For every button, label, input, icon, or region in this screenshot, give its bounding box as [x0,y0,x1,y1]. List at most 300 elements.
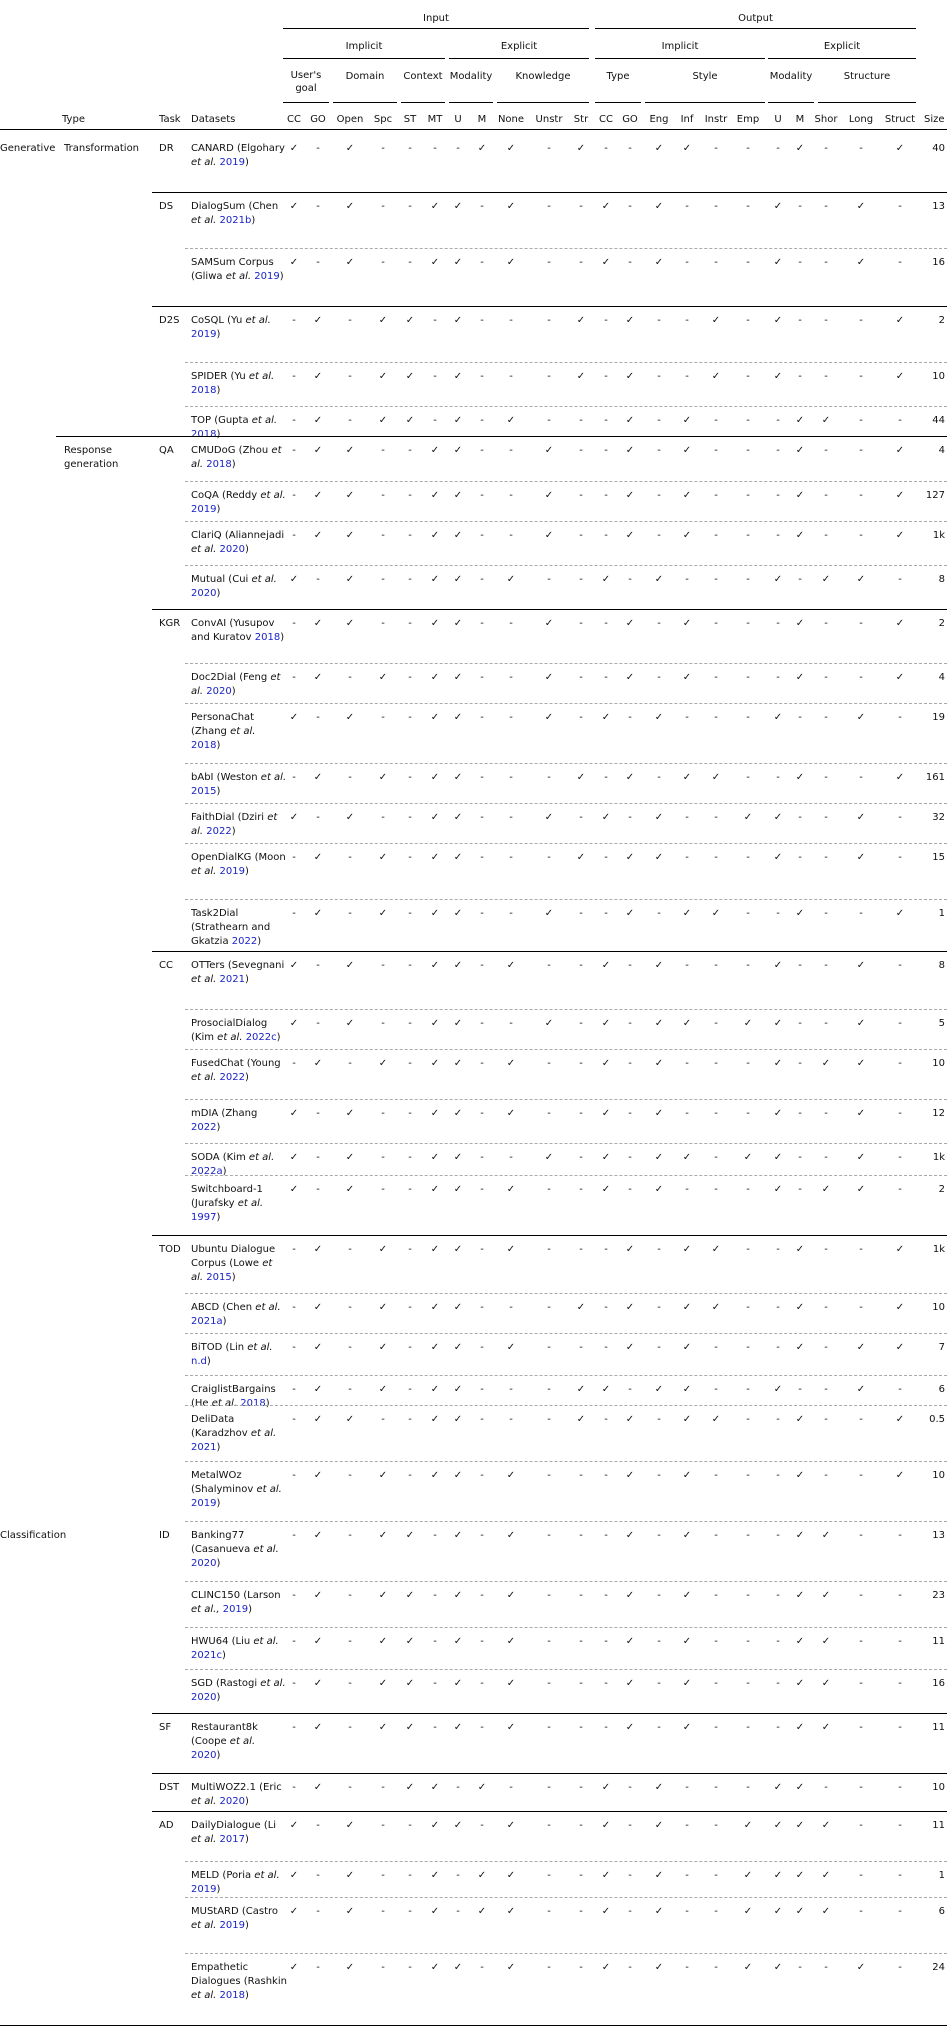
check-mark: ✓ [773,812,783,823]
dash-mark: - [547,1530,551,1541]
task-label: TOD [159,1244,181,1255]
dash-mark: - [657,618,661,629]
check-mark: ✓ [345,960,355,971]
check-mark: ✓ [795,1244,805,1255]
dataset-year[interactable]: 2020 [191,588,217,599]
dash-mark: - [746,1530,750,1541]
check-mark: ✓ [576,371,586,382]
check-mark: ✓ [711,908,721,919]
dataset-pre: ConvAI ( [191,618,234,629]
dataset-pre: CMUDoG ( [191,445,243,456]
dash-mark: - [547,1108,551,1119]
check-mark: ✓ [453,574,463,585]
check-mark: ✓ [345,1870,355,1881]
check-mark: ✓ [625,1590,635,1601]
dash-mark: - [746,852,750,863]
dash-mark: - [798,1152,802,1163]
dash-mark: - [604,1722,608,1733]
check-mark: ✓ [506,1184,516,1195]
check-mark: ✓ [430,852,440,863]
dash-mark: - [480,1820,484,1831]
dataset-year[interactable]: 2018 [240,1398,266,1409]
check-mark: ✓ [625,908,635,919]
dash-mark: - [480,1342,484,1353]
row-rule [185,1669,947,1670]
dash-mark: - [657,1470,661,1481]
dash-mark: - [776,772,780,783]
dataset-author: Gupta [218,415,249,426]
dash-mark: - [408,201,412,212]
check-mark: ✓ [405,371,415,382]
row-rule [185,1293,947,1294]
dash-mark: - [381,1906,385,1917]
check-mark: ✓ [345,1152,355,1163]
dash-mark: - [824,1108,828,1119]
dash-mark: - [579,1530,583,1541]
dataset-year[interactable]: 2015 [191,786,217,797]
dataset-year[interactable]: 2019 [191,329,217,340]
check-mark: ✓ [654,1018,664,1029]
dash-mark: - [898,1636,902,1647]
row-rule [185,1175,947,1176]
check-mark: ✓ [743,1962,753,1973]
check-mark: ✓ [795,772,805,783]
dataset-year[interactable]: 2020 [191,1692,217,1703]
dash-mark: - [579,1722,583,1733]
dataset-post: ) [244,1920,249,1931]
dash-mark: - [898,1722,902,1733]
dash-mark: - [480,1470,484,1481]
dash-mark: - [776,1244,780,1255]
dash-mark: - [547,1636,551,1647]
dataset-year[interactable]: 2021b [219,215,252,226]
dash-mark: - [509,1782,513,1793]
size-value: 2 [938,1184,945,1195]
dash-mark: - [746,257,750,268]
dataset-etal: et al. [252,1302,281,1313]
size-value: 0.5 [929,1414,945,1425]
check-mark: ✓ [453,960,463,971]
check-mark: ✓ [856,852,866,863]
dataset-author: Zhang [225,1108,258,1119]
size-value: 5 [938,1018,945,1029]
dataset-year[interactable]: 2019 [191,1884,217,1895]
dataset-year[interactable]: 2020 [191,1558,217,1569]
check-mark: ✓ [506,1470,516,1481]
dataset-year[interactable]: 2018 [254,632,281,643]
dash-mark: - [480,201,484,212]
dash-mark: - [579,490,583,501]
dash-mark: - [776,1414,780,1425]
check-mark: ✓ [453,1678,463,1689]
dash-mark: - [657,415,661,426]
dataset-etal: et al. [257,772,287,783]
dataset-name [191,314,287,342]
dash-mark: - [746,1590,750,1601]
dash-mark: - [604,1302,608,1313]
dash-mark: - [348,1470,352,1481]
dataset-post: ) [265,1398,270,1409]
check-mark: ✓ [453,1244,463,1255]
check-mark: ✓ [430,257,440,268]
dataset-year[interactable]: 2019 [219,866,245,877]
dash-mark: - [509,445,513,456]
check-mark: ✓ [682,143,692,154]
dash-mark: - [859,1530,863,1541]
dash-mark: - [714,574,718,585]
dash-mark: - [657,1244,661,1255]
check-mark: ✓ [576,1414,586,1425]
check-mark: ✓ [654,1152,664,1163]
dash-mark: - [381,445,385,456]
dash-mark: - [579,1636,583,1647]
check-mark: ✓ [378,1636,388,1647]
dataset-year[interactable]: 2019 [219,157,245,168]
dataset-pre: DialogSum ( [191,201,253,212]
dash-mark: - [604,672,608,683]
dash-mark: - [292,672,296,683]
dataset-name [191,811,287,839]
dataset-etal: et al. [191,157,217,168]
rule-domain [333,102,397,103]
dash-mark: - [776,1590,780,1601]
size-value: 40 [932,143,945,154]
column-code: U [774,114,782,125]
dataset-year[interactable]: 2018 [219,1990,245,2001]
dash-mark: - [480,908,484,919]
dash-mark: - [628,1906,632,1917]
header-task: Task [159,114,181,125]
check-mark: ✓ [430,1018,440,1029]
dash-mark: - [292,1470,296,1481]
dataset-author: Zhou [242,445,269,456]
dataset-year[interactable]: 2019 [254,271,280,282]
check-mark: ✓ [625,1414,635,1425]
dash-mark: - [824,1414,828,1425]
dataset-year[interactable]: 2020 [219,1796,245,1807]
dataset-name [191,711,287,753]
dataset-etal: et al. [253,1484,282,1495]
check-mark: ✓ [601,1782,611,1793]
dash-mark: - [685,1782,689,1793]
dash-mark: - [381,712,385,723]
check-mark: ✓ [506,574,516,585]
dash-mark: - [579,1058,583,1069]
dash-mark: - [628,1184,632,1195]
header-input: Input [423,13,449,24]
dash-mark: - [746,530,750,541]
dataset-name [191,1869,287,1897]
dash-mark: - [898,415,902,426]
check-mark: ✓ [313,908,323,919]
size-value: 10 [932,371,945,382]
check-mark: ✓ [289,712,299,723]
dataset-etal: et al. [245,371,275,382]
dataset-name [191,1017,287,1045]
column-code: M [795,114,805,125]
dataset-year[interactable]: 2021 [219,974,245,985]
dataset-year[interactable]: 2021c [191,1650,222,1661]
dataset-name [191,1341,287,1369]
check-mark: ✓ [289,1820,299,1831]
dataset-year[interactable]: 2022 [231,936,258,947]
dataset-post: ) [216,786,221,797]
dataset-post: ) [231,459,236,470]
dataset-year[interactable]: 2018 [206,459,232,470]
check-mark: ✓ [795,1470,805,1481]
dataset-year[interactable]: n.d [191,1356,207,1367]
dash-mark: - [628,574,632,585]
size-value: 11 [932,1820,945,1831]
dash-mark: - [776,143,780,154]
dataset-year[interactable]: 2019 [191,1498,217,1509]
check-mark: ✓ [601,1384,611,1395]
check-mark: ✓ [405,315,415,326]
dash-mark: - [604,908,608,919]
dash-mark: - [480,1108,484,1119]
dash-mark: - [859,530,863,541]
dash-mark: - [348,1244,352,1255]
check-mark: ✓ [289,574,299,585]
dash-mark: - [824,908,828,919]
dataset-name [191,1529,287,1571]
check-mark: ✓ [576,1302,586,1313]
dataset-post: ) [231,826,236,837]
dash-mark: - [579,908,583,919]
check-mark: ✓ [313,1470,323,1481]
dash-mark: - [714,1018,718,1029]
dash-mark: - [316,1870,320,1881]
header-domain: Domain [345,71,385,82]
header-datasets: Datasets [191,114,236,125]
check-mark: ✓ [795,1342,805,1353]
check-mark: ✓ [453,772,463,783]
dataset-year[interactable]: 2020 [191,1750,217,1761]
check-mark: ✓ [453,315,463,326]
dataset-author: Shalyminov [194,1484,254,1495]
dash-mark: - [604,143,608,154]
dash-mark: - [859,1302,863,1313]
check-mark: ✓ [506,1108,516,1119]
dataset-year[interactable]: 1997 [191,1212,217,1223]
dataset-post: ) [216,1498,221,1509]
dash-mark: - [480,812,484,823]
table-bottom-rule [0,2025,947,2026]
dash-mark: - [859,1636,863,1647]
dash-mark: - [685,315,689,326]
dataset-name [191,1635,287,1663]
dataset-year[interactable]: 2021a [191,1316,223,1327]
dash-mark: - [714,1342,718,1353]
check-mark: ✓ [625,852,635,863]
header-output-modality: Modality [769,71,813,82]
check-mark: ✓ [821,1590,831,1601]
dataset-year[interactable]: 2022 [206,826,232,837]
rule-out-modality [768,102,814,103]
dataset-year[interactable]: 2018 [191,429,217,440]
dataset-name [191,1243,287,1285]
check-mark: ✓ [856,201,866,212]
check-mark: ✓ [345,574,355,585]
dash-mark: - [480,1152,484,1163]
dataset-post: ) [216,1122,221,1133]
check-mark: ✓ [856,1018,866,1029]
size-value: 6 [938,1384,945,1395]
dataset-pre: ClariQ ( [191,530,229,541]
dataset-author: Aliannejadi [228,530,285,541]
dash-mark: - [714,1870,718,1881]
dash-mark: - [348,908,352,919]
check-mark: ✓ [601,1184,611,1195]
dataset-post: ) [248,1604,253,1615]
row-rule [185,1143,947,1144]
check-mark: ✓ [289,1870,299,1881]
dataset-author: Rastogi [219,1678,258,1689]
check-mark: ✓ [601,960,611,971]
dash-mark: - [824,1342,828,1353]
dash-mark: - [509,530,513,541]
dash-mark: - [433,143,437,154]
dash-mark: - [824,1152,828,1163]
dataset-year[interactable]: 2022c [245,1032,277,1043]
size-value: 1k [932,1152,945,1163]
dataset-etal: et al. [257,1678,286,1689]
check-mark: ✓ [378,1678,388,1689]
check-mark: ✓ [743,1152,753,1163]
check-mark: ✓ [313,618,323,629]
dash-mark: - [408,1962,412,1973]
dataset-year[interactable]: 2015 [206,1272,232,1283]
dataset-year[interactable]: 2018 [191,740,217,751]
dash-mark: - [509,618,513,629]
check-mark: ✓ [625,1678,635,1689]
dash-mark: - [714,1906,718,1917]
dataset-pre: Task2Dial ( [191,908,239,933]
check-mark: ✓ [601,1820,611,1831]
dataset-name [191,1781,287,1809]
dataset-year[interactable]: 2022 [219,1072,245,1083]
dash-mark: - [685,257,689,268]
dash-mark: - [714,712,718,723]
dash-mark: - [316,1184,320,1195]
dash-mark: - [714,812,718,823]
dataset-year[interactable]: 2019 [219,1920,245,1931]
row-rule [185,1627,947,1628]
dataset-year[interactable]: 2019 [191,504,217,515]
check-mark: ✓ [711,315,721,326]
dash-mark: - [509,1302,513,1313]
dataset-year[interactable]: 2020 [206,686,232,697]
dash-mark: - [579,712,583,723]
check-mark: ✓ [654,1058,664,1069]
dash-mark: - [859,1722,863,1733]
check-mark: ✓ [773,1820,783,1831]
check-mark: ✓ [682,1152,692,1163]
size-value: 10 [932,1470,945,1481]
check-mark: ✓ [625,772,635,783]
header-style: Style [692,71,718,82]
dash-mark: - [859,415,863,426]
dataset-year[interactable]: 2022a [191,1166,223,1177]
dataset-year[interactable]: 2022 [191,1122,217,1133]
check-mark: ✓ [430,1302,440,1313]
dash-mark: - [714,1678,718,1689]
size-value: 2 [938,618,945,629]
dash-mark: - [798,852,802,863]
dataset-pre: SODA ( [191,1152,227,1163]
check-mark: ✓ [453,490,463,501]
check-mark: ✓ [453,445,463,456]
check-mark: ✓ [430,908,440,919]
dash-mark: - [798,1962,802,1973]
check-mark: ✓ [289,812,299,823]
dash-mark: - [859,445,863,456]
dash-mark: - [292,908,296,919]
dataset-year[interactable]: 2018 [191,385,217,396]
dash-mark: - [547,1678,551,1689]
dataset-etal: et al. [191,812,278,837]
check-mark: ✓ [313,1384,323,1395]
dataset-year[interactable]: 2020 [219,544,245,555]
check-mark: ✓ [405,1636,415,1647]
dash-mark: - [824,490,828,501]
check-mark: ✓ [289,1906,299,1917]
check-mark: ✓ [821,1820,831,1831]
check-mark: ✓ [821,574,831,585]
check-mark: ✓ [795,1906,805,1917]
check-mark: ✓ [544,490,554,501]
check-mark: ✓ [453,672,463,683]
dash-mark: - [746,1414,750,1425]
dataset-name [191,1301,287,1329]
dash-mark: - [348,1058,352,1069]
dash-mark: - [746,712,750,723]
size-value: 13 [932,201,945,212]
check-mark: ✓ [430,812,440,823]
check-mark: ✓ [313,315,323,326]
check-mark: ✓ [477,143,487,154]
check-mark: ✓ [625,672,635,683]
dash-mark: - [898,1108,902,1119]
dataset-year[interactable]: 2021 [191,1442,217,1453]
dataset-year[interactable]: 2019 [222,1604,249,1615]
dash-mark: - [292,315,296,326]
dash-mark: - [547,1302,551,1313]
check-mark: ✓ [654,1962,664,1973]
check-mark: ✓ [506,1244,516,1255]
dash-mark: - [547,1470,551,1481]
dataset-author: Gliwa [194,271,223,282]
check-mark: ✓ [313,1636,323,1647]
check-mark: ✓ [821,1636,831,1647]
dataset-name [191,414,287,442]
header-output-implicit: Implicit [661,41,699,52]
dash-mark: - [657,772,661,783]
dataset-post: ) [216,1212,221,1223]
dash-mark: - [859,1906,863,1917]
check-mark: ✓ [773,1782,783,1793]
check-mark: ✓ [453,1470,463,1481]
dataset-post: ) [244,544,249,555]
task-rule [152,951,947,952]
check-mark: ✓ [576,852,586,863]
dash-mark: - [408,1184,412,1195]
check-mark: ✓ [711,1244,721,1255]
subtype-label: Response generation [64,445,119,470]
dataset-year[interactable]: 2017 [219,1834,245,1845]
dash-mark: - [714,1722,718,1733]
dash-mark: - [824,143,828,154]
